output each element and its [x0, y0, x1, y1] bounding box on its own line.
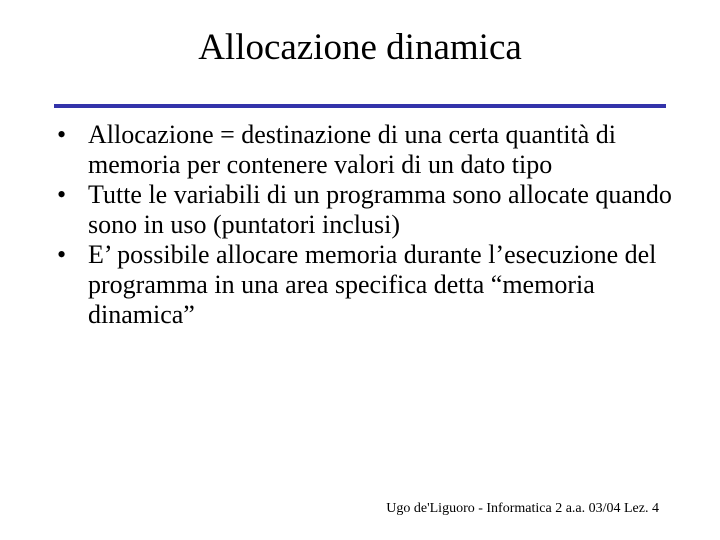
bullet-item	[0, 180, 720, 240]
bullet-icon: •	[57, 180, 67, 209]
bullet-item	[0, 120, 720, 180]
bullet-item	[0, 240, 720, 330]
bullet-text: E’ possibile allocare memoria durante l’esecuzione del programma in una area specifica detta “memoria dinamica”	[88, 240, 657, 329]
bullet-text: Allocazione = destinazione di una certa quantità di memoria per contenere valori di un dato tipo	[88, 120, 616, 179]
slide-footer: Ugo de'Liguoro - Informatica 2 a.a. 03/04 Lez. 4	[386, 501, 659, 516]
bullet-icon: •	[57, 120, 67, 149]
bullet-icon: •	[57, 240, 67, 269]
bullet-list	[0, 120, 720, 330]
title-divider	[54, 104, 666, 108]
slide-title: Allocazione dinamica	[198, 27, 522, 68]
bullet-text: Tutte le variabili di un programma sono allocate quando sono in uso (puntatori inclusi)	[88, 180, 672, 239]
